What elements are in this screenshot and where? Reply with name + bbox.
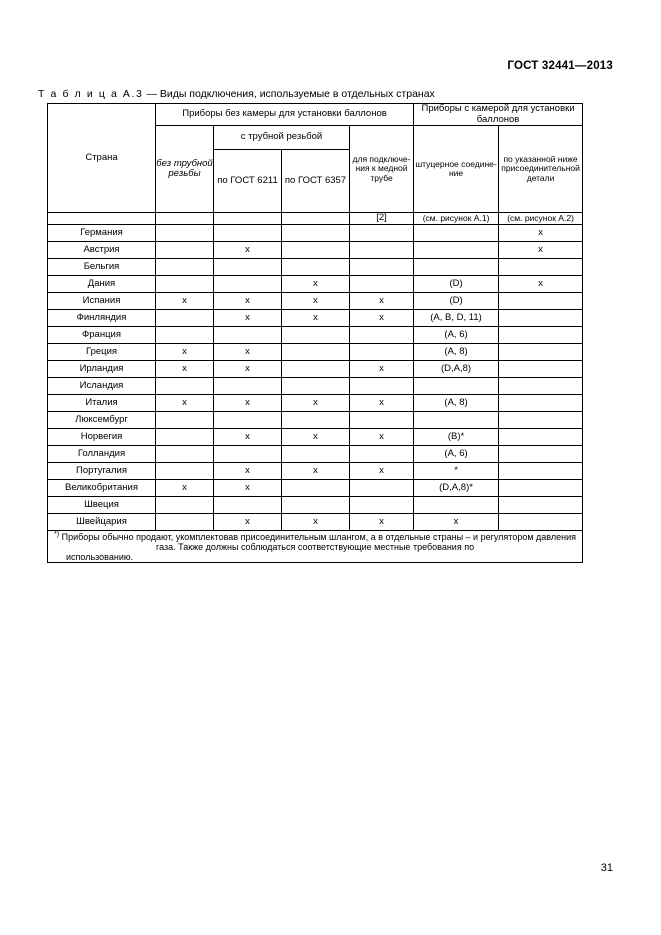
table-row xyxy=(48,275,583,292)
cell-gost6211: x xyxy=(214,394,282,411)
cell-gost6357 xyxy=(282,326,350,343)
cell-gost6211 xyxy=(214,326,282,343)
table-caption xyxy=(38,88,435,100)
cell-country: Великобритания xyxy=(48,479,156,496)
cell-below xyxy=(499,428,583,445)
table-row xyxy=(48,292,583,309)
cell-fitting: * xyxy=(414,462,499,479)
cell-no-thread: x xyxy=(156,292,214,309)
cell-no-thread xyxy=(156,309,214,326)
cell-gost6211: x xyxy=(214,462,282,479)
footnote-line2: использованию. xyxy=(66,552,134,563)
cell-no-thread xyxy=(156,496,214,513)
table-row xyxy=(48,479,583,496)
cell-fitting: x xyxy=(414,513,499,530)
cell-gost6211: x xyxy=(214,428,282,445)
cell-below xyxy=(499,309,583,326)
cell-fitting xyxy=(414,224,499,241)
cell-gost6357 xyxy=(282,343,350,360)
table-caption-prefix: Т а б л и ц а А.3 xyxy=(38,88,144,100)
cell-gost6357 xyxy=(282,496,350,513)
header-group-no-chamber: Приборы без камеры для установки баллонов xyxy=(156,104,414,126)
cell-country: Греция xyxy=(48,343,156,360)
cell-gost6211: x xyxy=(214,479,282,496)
cell-fitting xyxy=(414,258,499,275)
cell-below xyxy=(499,513,583,530)
cell-copper xyxy=(350,445,414,462)
cell-gost6357 xyxy=(282,258,350,275)
footnote-line1: Приборы обычно продают, укомплектовав присоединительным шлангом, а в отдельные страны – и регулятором давления газа. Также должны соблюдаться соответствующие местные требования по xyxy=(59,531,576,552)
cell-fitting: (A, 6) xyxy=(414,326,499,343)
cell-no-thread: x xyxy=(156,360,214,377)
cell-below xyxy=(499,496,583,513)
cell-gost6357: x xyxy=(282,462,350,479)
header-sub-figure-a1: (см. рисунок А.1) xyxy=(414,213,499,225)
cell-gost6357 xyxy=(282,445,350,462)
table-header-row-4 xyxy=(48,213,583,225)
cell-gost6211 xyxy=(214,224,282,241)
cell-gost6357 xyxy=(282,360,350,377)
table-row xyxy=(48,343,583,360)
cell-gost6357: x xyxy=(282,394,350,411)
cell-below xyxy=(499,377,583,394)
cell-no-thread xyxy=(156,513,214,530)
cell-country: Голландия xyxy=(48,445,156,462)
cell-below xyxy=(499,343,583,360)
cell-no-thread xyxy=(156,241,214,258)
table-row xyxy=(48,224,583,241)
table-row xyxy=(48,462,583,479)
cell-country: Люксембург xyxy=(48,411,156,428)
cell-country: Исландия xyxy=(48,377,156,394)
cell-no-thread xyxy=(156,411,214,428)
cell-no-thread xyxy=(156,258,214,275)
cell-gost6357: x xyxy=(282,309,350,326)
table-row xyxy=(48,394,583,411)
cell-fitting: (D,A,8)* xyxy=(414,479,499,496)
cell-copper: x xyxy=(350,309,414,326)
cell-copper xyxy=(350,224,414,241)
cell-fitting xyxy=(414,241,499,258)
standard-header: ГОСТ 32441—2013 xyxy=(507,60,613,72)
cell-country: Германия xyxy=(48,224,156,241)
table-row xyxy=(48,241,583,258)
table-row xyxy=(48,445,583,462)
cell-country: Ирландия xyxy=(48,360,156,377)
header-sub-gost6211: по ГОСТ 6211 xyxy=(214,150,282,213)
cell-no-thread xyxy=(156,275,214,292)
cell-below xyxy=(499,479,583,496)
cell-copper xyxy=(350,496,414,513)
table-row xyxy=(48,513,583,530)
cell-no-thread: x xyxy=(156,343,214,360)
header-fitting-connection: штуцерное соединение xyxy=(414,126,499,213)
table-row xyxy=(48,411,583,428)
header-no-thread: без трубной резьбы xyxy=(156,126,214,213)
cell-copper: x xyxy=(350,462,414,479)
cell-below xyxy=(499,411,583,428)
cell-copper: x xyxy=(350,394,414,411)
cell-copper: x xyxy=(350,428,414,445)
cell-gost6211 xyxy=(214,445,282,462)
cell-below xyxy=(499,394,583,411)
header-unit-blank xyxy=(48,213,156,225)
cell-no-thread xyxy=(156,445,214,462)
header-group-with-chamber: Приборы с камерой для установки баллонов xyxy=(414,104,583,126)
cell-gost6211: x xyxy=(214,292,282,309)
header-sub-bracket2: [2] xyxy=(350,213,414,225)
cell-copper: x xyxy=(350,360,414,377)
cell-copper xyxy=(350,479,414,496)
cell-gost6357 xyxy=(282,479,350,496)
cell-copper xyxy=(350,275,414,292)
cell-below: x xyxy=(499,241,583,258)
table-row xyxy=(48,309,583,326)
cell-country: Норвегия xyxy=(48,428,156,445)
cell-gost6357: x xyxy=(282,428,350,445)
cell-gost6357: x xyxy=(282,292,350,309)
cell-gost6211 xyxy=(214,496,282,513)
cell-fitting xyxy=(414,411,499,428)
cell-country: Португалия xyxy=(48,462,156,479)
cell-gost6211 xyxy=(214,275,282,292)
header-copper-pipe: для подключе-ния к медной трубе xyxy=(350,126,414,213)
cell-gost6357 xyxy=(282,411,350,428)
cell-copper: x xyxy=(350,513,414,530)
cell-fitting xyxy=(414,377,499,394)
cell-gost6211: x xyxy=(214,309,282,326)
cell-fitting: (D) xyxy=(414,275,499,292)
cell-country: Австрия xyxy=(48,241,156,258)
cell-below xyxy=(499,326,583,343)
cell-copper xyxy=(350,411,414,428)
cell-gost6211 xyxy=(214,258,282,275)
cell-country: Италия xyxy=(48,394,156,411)
cell-gost6357 xyxy=(282,377,350,394)
header-sub-ref-gost6211 xyxy=(214,213,282,225)
table-row xyxy=(48,258,583,275)
header-below-part: по указанной ниже присоединительной детали xyxy=(499,126,583,213)
cell-no-thread xyxy=(156,462,214,479)
table-footnote-row xyxy=(48,530,583,562)
header-sub-figure-a2: (см. рисунок А.2) xyxy=(499,213,583,225)
cell-country: Дания xyxy=(48,275,156,292)
header-thread: с трубной резьбой xyxy=(214,126,350,150)
header-unit-blank-2 xyxy=(156,213,214,225)
cell-fitting: (A, 8) xyxy=(414,343,499,360)
header-country: Страна xyxy=(48,104,156,213)
cell-gost6211: x xyxy=(214,241,282,258)
table-header-row-1 xyxy=(48,104,583,126)
table-row xyxy=(48,496,583,513)
connection-types-table xyxy=(47,103,583,563)
cell-no-thread: x xyxy=(156,394,214,411)
cell-country: Финляндия xyxy=(48,309,156,326)
cell-fitting: (A, B, D, 11) xyxy=(414,309,499,326)
cell-country: Швейцария xyxy=(48,513,156,530)
cell-copper xyxy=(350,343,414,360)
table-footnote xyxy=(48,530,583,562)
cell-below xyxy=(499,462,583,479)
cell-country: Франция xyxy=(48,326,156,343)
table-row xyxy=(48,360,583,377)
cell-copper xyxy=(350,241,414,258)
cell-below xyxy=(499,445,583,462)
cell-country: Бельгия xyxy=(48,258,156,275)
cell-gost6211: x xyxy=(214,360,282,377)
cell-no-thread xyxy=(156,377,214,394)
cell-no-thread xyxy=(156,224,214,241)
cell-country: Испания xyxy=(48,292,156,309)
cell-copper xyxy=(350,326,414,343)
cell-fitting: (A, 6) xyxy=(414,445,499,462)
cell-gost6357: x xyxy=(282,513,350,530)
cell-fitting: (B)* xyxy=(414,428,499,445)
cell-no-thread: x xyxy=(156,479,214,496)
cell-no-thread xyxy=(156,326,214,343)
cell-copper xyxy=(350,377,414,394)
cell-below xyxy=(499,292,583,309)
cell-copper: x xyxy=(350,292,414,309)
cell-below xyxy=(499,258,583,275)
cell-fitting: (D,A,8) xyxy=(414,360,499,377)
header-sub-ref-gost6357 xyxy=(282,213,350,225)
cell-gost6357: x xyxy=(282,275,350,292)
cell-gost6357 xyxy=(282,224,350,241)
cell-gost6211 xyxy=(214,377,282,394)
header-sub-gost6357: по ГОСТ 6357 xyxy=(282,150,350,213)
cell-no-thread xyxy=(156,428,214,445)
page-number: 31 xyxy=(600,862,613,874)
cell-fitting: (D) xyxy=(414,292,499,309)
cell-gost6211 xyxy=(214,411,282,428)
table-body xyxy=(48,224,583,562)
cell-gost6357 xyxy=(282,241,350,258)
table-row xyxy=(48,377,583,394)
cell-country: Швеция xyxy=(48,496,156,513)
table-caption-text: — Виды подключения, используемые в отдельных странах xyxy=(143,88,435,100)
cell-gost6211: x xyxy=(214,343,282,360)
cell-fitting: (A, 8) xyxy=(414,394,499,411)
cell-below: x xyxy=(499,224,583,241)
cell-gost6211: x xyxy=(214,513,282,530)
cell-copper xyxy=(350,258,414,275)
cell-below xyxy=(499,360,583,377)
footnote-marker: *) xyxy=(54,530,60,538)
cell-fitting xyxy=(414,496,499,513)
table-row xyxy=(48,326,583,343)
table-row xyxy=(48,428,583,445)
cell-below: x xyxy=(499,275,583,292)
